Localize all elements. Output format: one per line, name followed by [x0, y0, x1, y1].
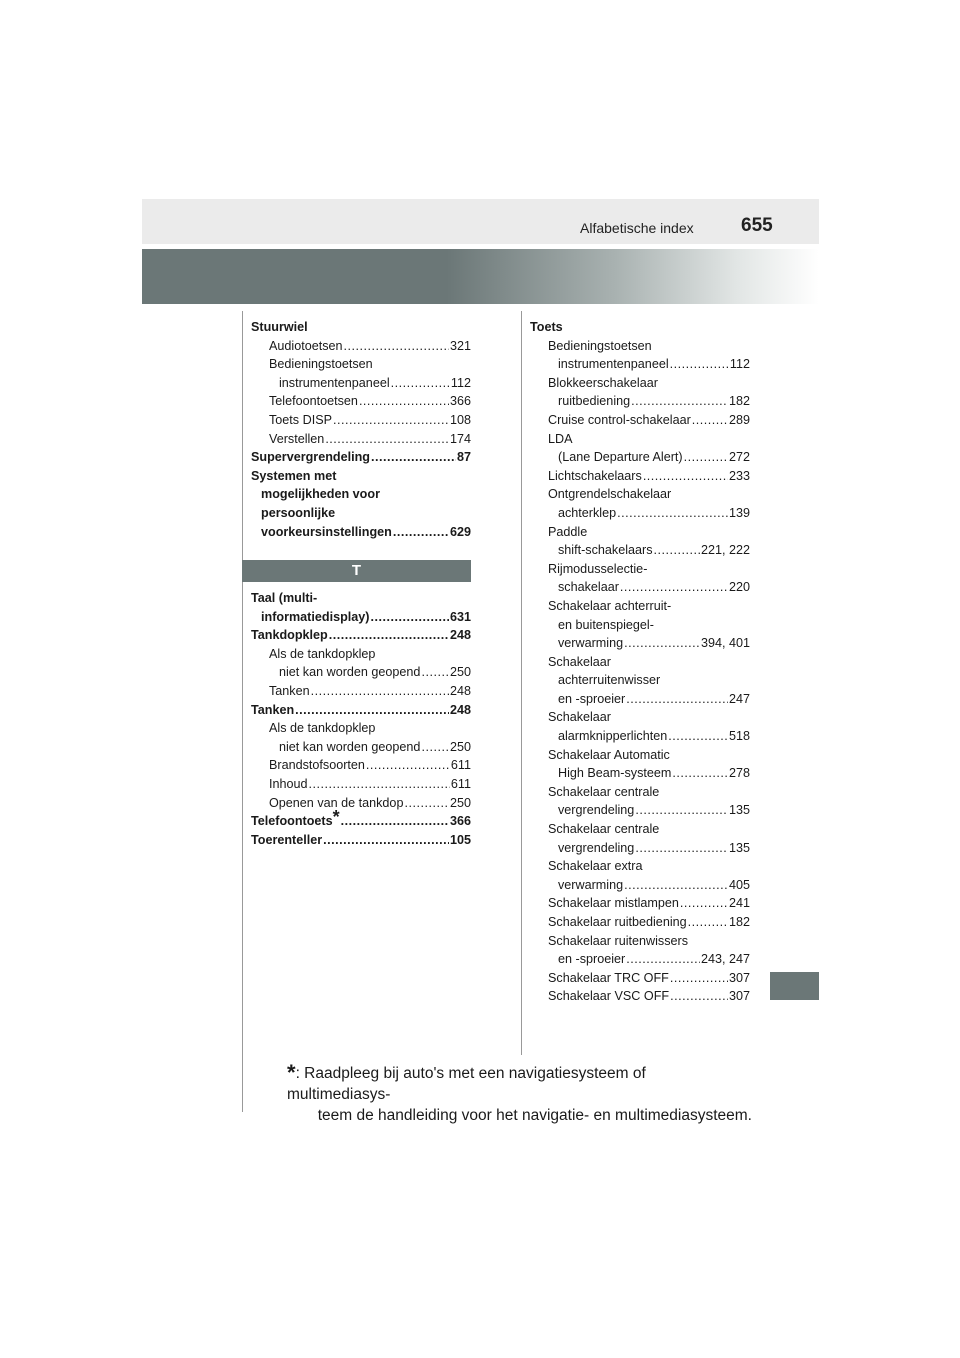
index-entry: [530, 839, 750, 858]
index-entry-text: Schakelaar ruitbediening: [548, 915, 687, 929]
index-entry-text: Toerenteller: [251, 832, 323, 847]
dot-leader: [393, 523, 449, 542]
dot-leader: [325, 430, 449, 449]
index-entry-page: 272: [728, 450, 750, 465]
index-entry-page: 307: [728, 970, 750, 985]
index-entry-text: Als de tankdopklep: [269, 646, 376, 661]
page-title: Alfabetische index: [580, 220, 694, 236]
index-entry-text: en buitenspiegel-: [558, 617, 654, 632]
index-entry-text: achterklep: [558, 505, 617, 520]
index-entry: [251, 663, 471, 682]
index-entry-text: Rijmodusselectie-: [548, 561, 648, 576]
dot-leader: [391, 374, 450, 393]
index-entry-page: 139: [728, 505, 750, 520]
index-entry: [251, 467, 471, 486]
index-entry-text: Schakelaar: [548, 710, 612, 725]
index-entry: [530, 578, 750, 597]
index-entry-page: 250: [449, 739, 471, 754]
chapter-banner: [142, 249, 819, 304]
dot-leader: [684, 448, 728, 467]
index-entry-page: 87: [456, 450, 471, 465]
index-entry-page: 112: [450, 375, 471, 390]
index-entry-page: 611: [450, 758, 471, 773]
dot-leader: [370, 608, 449, 627]
index-entry-page: 611: [450, 776, 471, 791]
index-entry: [251, 392, 471, 411]
index-entry: [530, 783, 750, 802]
dot-leader: [366, 756, 450, 775]
index-entry-page: 629: [449, 524, 471, 539]
index-column-left-bottom: [251, 589, 471, 849]
index-entry-text: schakelaar: [558, 580, 619, 595]
dot-leader: [333, 411, 449, 430]
index-entry-page: 105: [449, 832, 471, 847]
index-entry: [530, 392, 750, 411]
section-letter-header: T: [242, 560, 471, 582]
index-entry-text: Openen van de tankdop: [269, 795, 404, 810]
index-entry-text: Tanken: [269, 683, 310, 698]
index-entry: [530, 430, 750, 449]
index-entry: [251, 523, 471, 542]
index-entry-page: 182: [728, 394, 750, 409]
index-entry-text: Schakelaar achterruit-: [548, 598, 672, 613]
index-entry-text: Als de tankdopklep: [269, 721, 376, 736]
dot-leader: [323, 831, 449, 850]
dot-leader: [643, 467, 728, 486]
column-divider-left: [242, 311, 243, 1112]
index-entry-page: 241: [728, 896, 750, 911]
index-entry: [530, 801, 750, 820]
dot-leader: [688, 913, 728, 932]
index-entry-text: instrumentenpaneel: [558, 357, 669, 372]
index-entry-page: 248: [449, 702, 471, 717]
index-entry-page: 518: [728, 729, 750, 744]
index-entry: [530, 355, 750, 374]
index-entry-text: Systemen met: [251, 468, 337, 483]
dot-leader: [635, 801, 728, 820]
index-entry: [251, 682, 471, 701]
index-entry: [251, 337, 471, 356]
index-entry-page: 321: [449, 338, 471, 353]
index-entry-text: Supervergrendeling: [251, 450, 370, 465]
index-entry: [530, 374, 750, 393]
dot-leader: [626, 950, 700, 969]
footnote-line2: teem de handleiding voor het navigatie- en multimediasysteem.: [317, 1107, 752, 1124]
index-entry: [530, 987, 750, 1006]
index-entry-text: verwarming: [558, 636, 624, 651]
dot-leader: [626, 690, 728, 709]
index-entry-text: Paddle: [548, 524, 588, 539]
index-entry: [251, 608, 471, 627]
index-entry: [530, 727, 750, 746]
index-entry-text: shift-schakelaars: [558, 543, 653, 558]
index-entry-text: voorkeursinstellingen: [261, 524, 392, 539]
dot-leader: [344, 337, 449, 356]
index-entry-page: 108: [449, 412, 471, 427]
index-entry: [530, 671, 750, 690]
index-column-left-top: [251, 318, 471, 541]
index-entry-text: Tanken: [251, 702, 295, 717]
index-entry: [530, 560, 750, 579]
index-entry-text: Schakelaar VSC OFF: [548, 989, 670, 1004]
index-entry: [530, 969, 750, 988]
index-entry-text: Verstellen: [269, 431, 325, 446]
index-entry-text: (Lane Departure Alert): [558, 450, 683, 465]
index-entry-text: mogelijkheden voor: [261, 487, 380, 502]
header-bar: [142, 199, 819, 244]
index-entry-text: Cruise control-schakelaar: [548, 412, 691, 427]
index-entry: [530, 708, 750, 727]
index-entry: [530, 318, 750, 337]
index-entry-text: Audiotoetsen: [269, 338, 343, 353]
index-entry: [251, 589, 471, 608]
index-entry: [530, 876, 750, 895]
index-entry-page: 248: [449, 628, 471, 643]
dot-leader: [309, 775, 450, 794]
index-entry-page: 631: [449, 609, 471, 624]
index-entry-text: alarmknipperlichten: [558, 729, 668, 744]
index-entry: [530, 523, 750, 542]
index-entry-text: Toets: [530, 320, 563, 334]
dot-leader: [421, 663, 449, 682]
index-entry-text: Bedieningstoetsen: [548, 338, 652, 353]
index-entry-page: 250: [449, 795, 471, 810]
index-entry-page: 307: [728, 989, 750, 1004]
dot-leader: [624, 634, 700, 653]
index-entry: [251, 719, 471, 738]
dot-leader: [692, 411, 728, 430]
index-entry-page: 221, 222: [700, 543, 750, 558]
index-entry-text: Tankdopklep: [251, 628, 328, 643]
footnote-marker: *: [287, 1060, 296, 1085]
index-entry-page: 250: [449, 665, 471, 680]
index-entry-page: 135: [728, 840, 750, 855]
index-entry-page: 247: [728, 691, 750, 706]
index-entry: [251, 318, 471, 337]
index-entry-text: Schakelaar mistlampen: [548, 896, 679, 911]
index-entry-text: Toets DISP: [269, 412, 332, 427]
index-entry-text: Blokkeerschakelaar: [548, 375, 658, 390]
dot-leader: [359, 392, 449, 411]
index-entry: [530, 597, 750, 616]
index-entry-text: Schakelaar centrale: [548, 784, 660, 799]
index-entry: [530, 541, 750, 560]
index-entry-text: Schakelaar ruitenwissers: [548, 933, 688, 948]
index-entry-text: Taal (multi-: [251, 591, 318, 605]
index-entry-page: 220: [728, 580, 750, 595]
index-entry-page: 366: [449, 814, 471, 829]
index-entry-page: 243, 247: [700, 952, 750, 967]
index-entry-text: Schakelaar TRC OFF: [548, 970, 669, 985]
index-entry: [530, 616, 750, 635]
index-entry: [530, 504, 750, 523]
index-entry-page: 394, 401: [700, 636, 750, 651]
index-entry-text: vergrendeling: [558, 840, 635, 855]
index-entry: [251, 411, 471, 430]
index-column-right: [530, 318, 750, 1006]
index-entry: [251, 448, 471, 467]
index-entry-text: Schakelaar Automatic: [548, 747, 670, 762]
index-entry: [251, 794, 471, 813]
dot-leader: [670, 987, 728, 1006]
dot-leader: [329, 626, 449, 645]
column-divider-middle: [521, 311, 522, 1055]
index-entry-page: 112: [729, 357, 750, 372]
index-entry-page: 182: [728, 915, 750, 929]
index-entry-page: 174: [449, 431, 471, 446]
index-entry: [530, 932, 750, 951]
index-entry: [530, 634, 750, 653]
index-entry: [530, 764, 750, 783]
index-entry-text: Schakelaar centrale: [548, 822, 660, 837]
index-entry: [251, 645, 471, 664]
index-entry-page: 248: [449, 683, 471, 698]
dot-leader: [680, 894, 728, 913]
index-entry: [251, 430, 471, 449]
index-entry: [530, 448, 750, 467]
index-entry: [251, 355, 471, 374]
index-entry-page: 289: [728, 412, 750, 427]
index-entry-text: instrumentenpaneel: [279, 375, 390, 390]
index-entry-text: ruitbediening: [558, 394, 631, 409]
dot-leader: [624, 876, 728, 895]
index-entry-text: verwarming: [558, 877, 624, 892]
index-entry-text: achterruitenwisser: [558, 673, 661, 688]
index-entry: [530, 820, 750, 839]
index-entry-text: Bedieningstoetsen: [269, 357, 373, 372]
index-entry: [251, 504, 471, 523]
footnote: [287, 1062, 752, 1126]
dot-leader: [341, 812, 449, 831]
index-entry-text: Lichtschakelaars: [548, 468, 642, 483]
page-number: 655: [741, 215, 773, 236]
dot-leader: [654, 541, 700, 560]
index-entry-text: Ontgrendelschakelaar: [548, 487, 672, 502]
index-entry: [530, 337, 750, 356]
index-entry-page: 405: [728, 877, 750, 892]
index-entry-page: 233: [728, 468, 750, 483]
index-entry: [251, 701, 471, 720]
index-entry-text: Telefoontoets*: [251, 807, 340, 829]
index-entry-text: niet kan worden geopend: [279, 665, 421, 680]
index-entry-text: Telefoontoetsen: [269, 394, 358, 409]
dot-leader: [421, 738, 449, 757]
dot-leader: [668, 727, 728, 746]
index-entry: [530, 485, 750, 504]
dot-leader: [620, 578, 728, 597]
index-entry: [530, 411, 750, 430]
index-entry: [251, 738, 471, 757]
dot-leader: [295, 701, 449, 720]
index-entry: [251, 485, 471, 504]
index-entry-page: 278: [728, 766, 750, 781]
dot-leader: [672, 764, 728, 783]
index-entry: [530, 894, 750, 913]
dot-leader: [371, 448, 456, 467]
index-entry: [251, 626, 471, 645]
index-entry-text: en -sproeier: [558, 952, 626, 967]
index-entry: [251, 374, 471, 393]
footnote-line1: : Raadpleeg bij auto's met een navigatiesysteem of multimediasys-: [287, 1065, 646, 1103]
dot-leader: [631, 392, 728, 411]
dot-leader: [670, 969, 728, 988]
index-entry: [530, 950, 750, 969]
index-entry-text: en -sproeier: [558, 691, 626, 706]
index-entry-page: 135: [728, 803, 750, 818]
index-entry-text: informatiedisplay): [261, 609, 370, 624]
index-entry-text: persoonlijke: [261, 505, 336, 520]
index-entry-text: High Beam-systeem: [558, 766, 672, 781]
dot-leader: [404, 794, 449, 813]
footnote-ref-marker: *: [332, 807, 340, 828]
index-entry-text: LDA: [548, 431, 573, 446]
dot-leader: [670, 355, 729, 374]
index-entry: [251, 756, 471, 775]
index-entry: [251, 775, 471, 794]
index-entry-text: Inhoud: [269, 776, 308, 791]
index-entry: [251, 807, 471, 831]
index-entry: [530, 467, 750, 486]
index-entry-text: Schakelaar: [548, 654, 612, 669]
index-entry-text: Schakelaar extra: [548, 859, 643, 874]
dot-leader: [617, 504, 728, 523]
index-entry: [251, 831, 471, 850]
dot-leader: [635, 839, 728, 858]
index-entry-text: niet kan worden geopend: [279, 739, 421, 754]
index-entry: [530, 913, 750, 932]
index-entry: [530, 690, 750, 709]
index-entry-text: Brandstofsoorten: [269, 758, 365, 773]
chapter-side-tab: [770, 972, 819, 1000]
dot-leader: [311, 682, 449, 701]
index-entry: [530, 746, 750, 765]
index-entry-page: 366: [449, 394, 471, 409]
index-entry-text: Stuurwiel: [251, 320, 308, 334]
index-entry-text: vergrendeling: [558, 803, 635, 818]
index-entry: [530, 653, 750, 672]
index-entry: [530, 857, 750, 876]
